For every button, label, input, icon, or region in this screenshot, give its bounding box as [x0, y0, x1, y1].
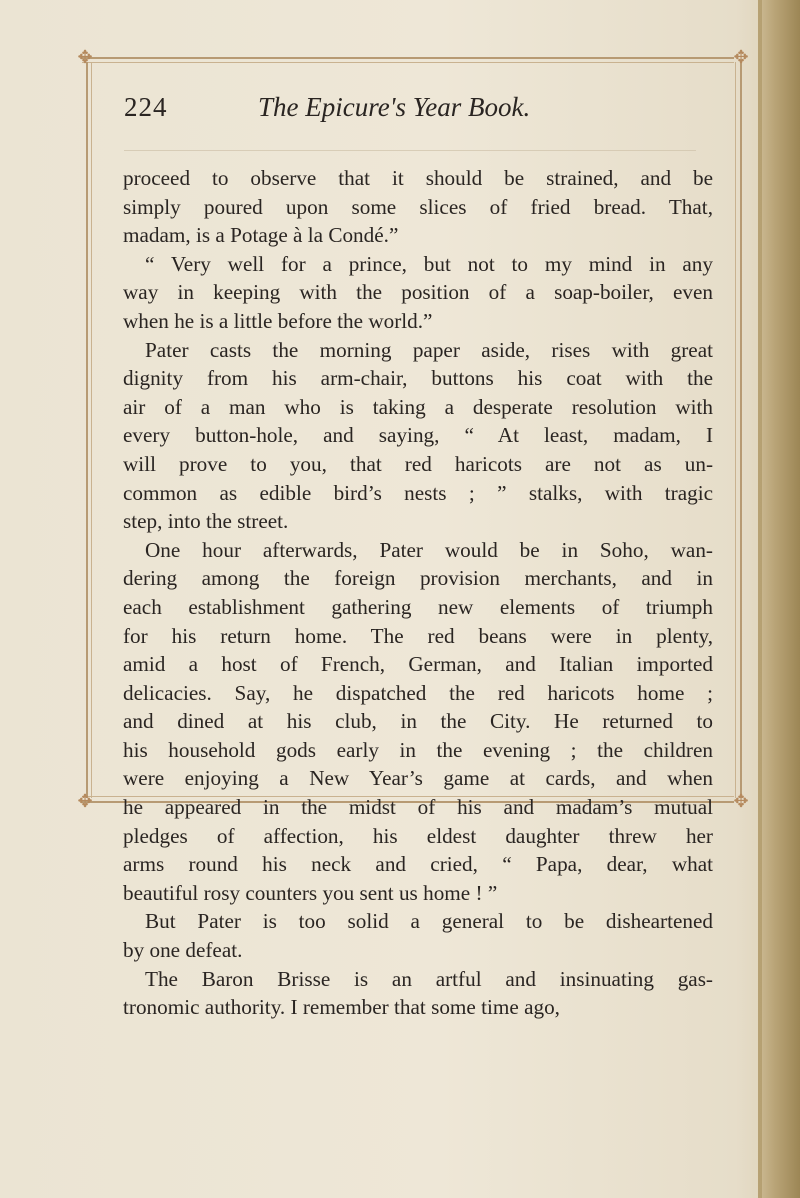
corner-ornament-bottom-left: ✥	[77, 791, 93, 811]
paragraph	[123, 907, 713, 964]
text-line: air of a man who is taking a desperate resolution with	[123, 394, 713, 419]
page-header	[124, 92, 714, 136]
frame-top-rule-inner	[82, 62, 734, 63]
page-edge	[758, 0, 762, 1198]
text-line: step, into the street.	[123, 509, 289, 534]
text-line: madam, is a Potage à la Condé.”	[123, 223, 399, 248]
frame-left-rule-inner	[91, 62, 92, 798]
text-line: But Pater is too solid a general to be disheartened	[145, 909, 713, 934]
header-rule	[124, 150, 696, 151]
running-title: The Epicure's Year Book.	[258, 92, 531, 122]
corner-ornament-bottom-right: ✥	[733, 791, 749, 811]
text-line: and dined at his club, in the City. He returned to	[123, 709, 713, 734]
text-line: each establishment gathering new elements of triumph	[123, 594, 713, 619]
frame-right-rule-inner	[735, 62, 736, 798]
text-line: way in keeping with the position of a soap-boiler, even	[123, 280, 713, 305]
body-text	[123, 164, 713, 1022]
text-line: every button-hole, and saying, “ At least, madam, I	[123, 423, 713, 448]
corner-ornament-top-left: ✥	[77, 47, 93, 67]
page-gutter	[758, 0, 800, 1198]
paragraph	[123, 965, 713, 1022]
frame-right-rule	[740, 62, 742, 798]
text-line: simply poured upon some slices of fried bread. That,	[123, 194, 713, 219]
text-line: arms round his neck and cried, “ Papa, dear, what	[123, 852, 713, 877]
text-line: proceed to observe that it should be strained, and be	[123, 166, 713, 190]
text-line: common as edible bird’s nests ; ” stalks, with tragic	[123, 480, 713, 505]
text-line: One hour afterwards, Pater would be in Soho, wan-	[145, 537, 713, 562]
text-line: dignity from his arm-chair, buttons his coat with the	[123, 366, 713, 391]
paragraph	[123, 250, 713, 336]
text-line: The Baron Brisse is an artful and insinuating gas-	[145, 966, 713, 991]
text-line: Pater casts the morning paper aside, rises with great	[145, 337, 713, 362]
frame-top-rule	[82, 57, 734, 59]
text-line: by one defeat.	[123, 938, 243, 963]
text-line: his household gods early in the evening ; the children	[123, 737, 713, 762]
paragraph	[123, 336, 713, 536]
text-line: when he is a little before the world.”	[123, 308, 433, 333]
text-line: beautiful rosy counters you sent us home ! ”	[123, 880, 498, 905]
text-line: dering among the foreign provision merchants, and in	[123, 566, 713, 591]
text-line: will prove to you, that red haricots are not as un-	[123, 451, 713, 476]
text-line: for his return home. The red beans were in plenty,	[123, 623, 713, 648]
text-line: were enjoying a New Year’s game at cards, and when	[123, 766, 713, 791]
text-line: delicacies. Say, he dispatched the red haricots home ;	[123, 680, 713, 705]
text-line: he appeared in the midst of his and madam’s mutual	[123, 795, 713, 820]
text-line: “ Very well for a prince, but not to my mind in any	[145, 251, 713, 276]
frame-left-rule	[86, 62, 88, 798]
page-number: 224	[124, 92, 168, 122]
text-line: pledges of affection, his eldest daughter threw her	[123, 823, 713, 848]
text-line: amid a host of French, German, and Italian imported	[123, 652, 713, 677]
paragraph	[123, 164, 713, 250]
paragraph	[123, 536, 713, 908]
corner-ornament-top-right: ✥	[733, 47, 749, 67]
text-line: tronomic authority. I remember that some time ago,	[123, 995, 560, 1020]
